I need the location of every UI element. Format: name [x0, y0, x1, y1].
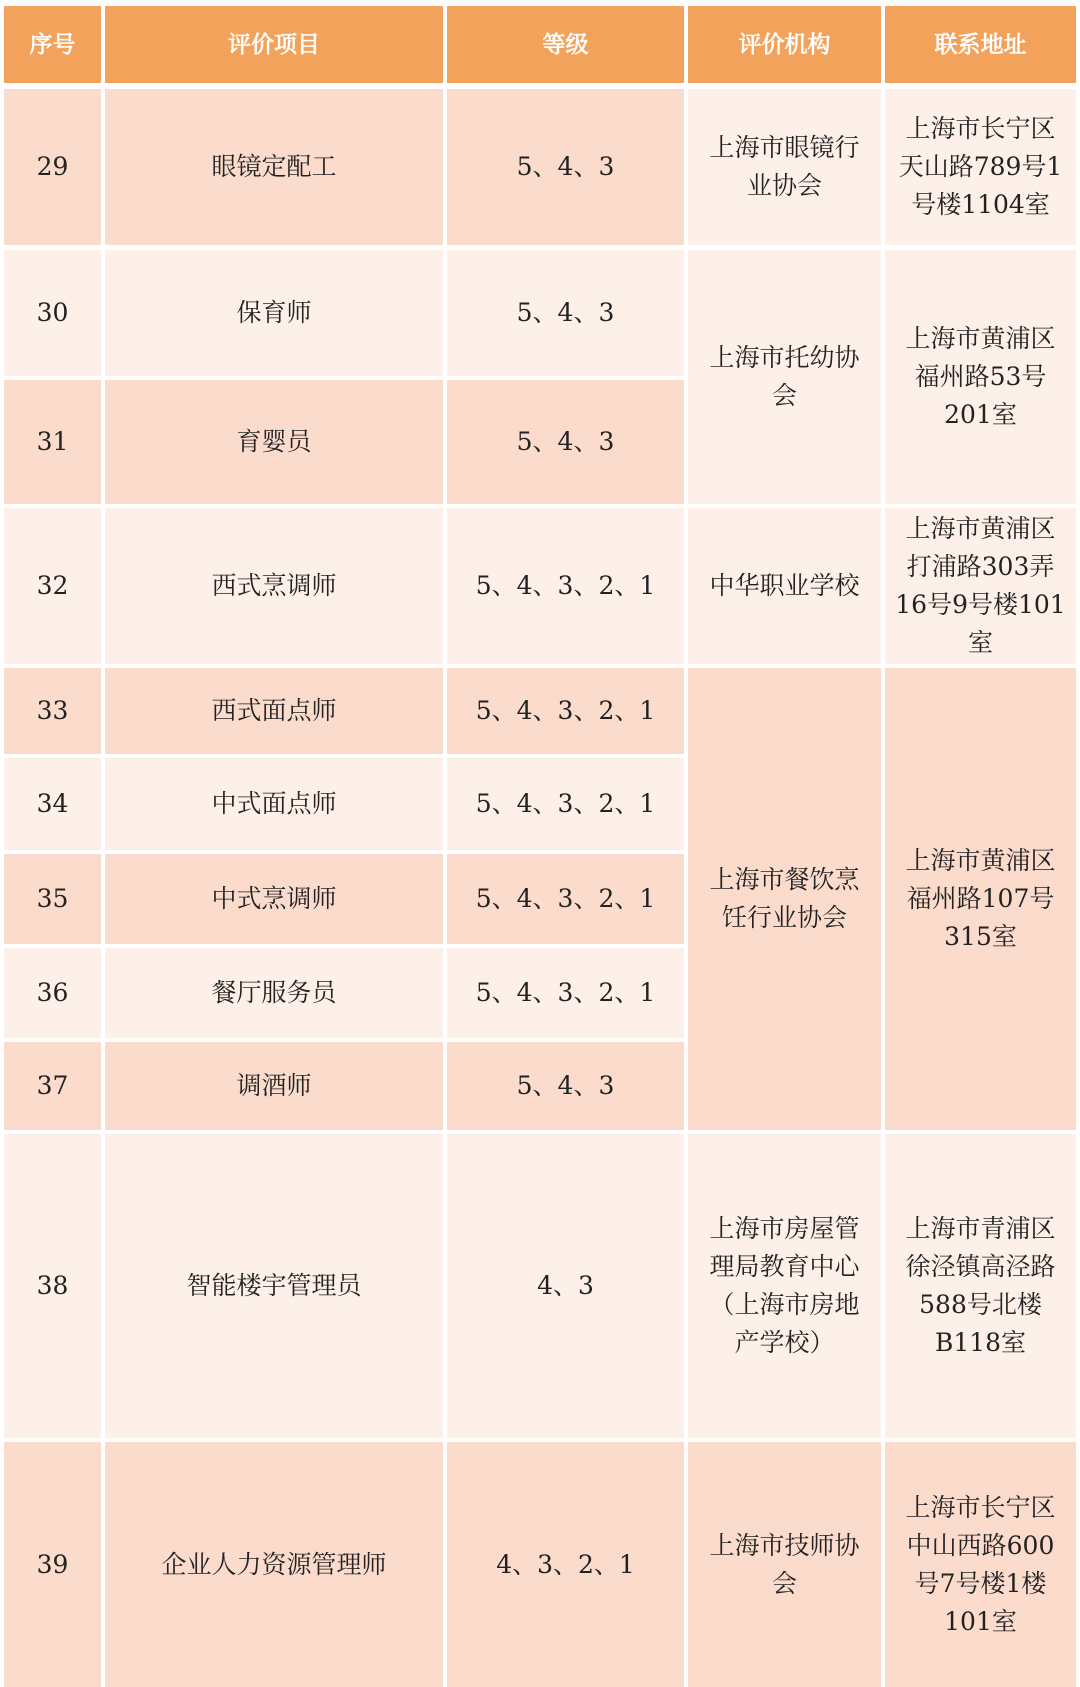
row-31-level: 5、4、3 [447, 380, 684, 504]
row-29-address: 上海市长宁区天山路789号1号楼1104室 [885, 89, 1076, 245]
row-33-item: 西式面点师 [105, 668, 443, 754]
row-32-level: 5、4、3、2、1 [447, 508, 684, 664]
row-31-no: 31 [4, 380, 101, 504]
row-30-item: 保育师 [105, 250, 443, 376]
row-35-item: 中式烹调师 [105, 854, 443, 944]
row-29-item: 眼镜定配工 [105, 89, 443, 245]
row-38-level: 4、3 [447, 1134, 684, 1438]
header-item: 评价项目 [105, 6, 443, 83]
row-29-level: 5、4、3 [447, 89, 684, 245]
group-canyin-address: 上海市黄浦区福州路107号315室 [885, 668, 1076, 1130]
group-tuoyou-address: 上海市黄浦区福州路53号201室 [885, 250, 1076, 504]
row-38-item: 智能楼宇管理员 [105, 1134, 443, 1438]
header-address: 联系地址 [885, 6, 1076, 83]
row-36-level: 5、4、3、2、1 [447, 948, 684, 1038]
row-39-level: 4、3、2、1 [447, 1442, 684, 1687]
header-no: 序号 [4, 6, 101, 83]
row-35-no: 35 [4, 854, 101, 944]
row-38-no: 38 [4, 1134, 101, 1438]
row-35-level: 5、4、3、2、1 [447, 854, 684, 944]
row-32-item: 西式烹调师 [105, 508, 443, 664]
row-39-org: 上海市技师协会 [688, 1442, 881, 1687]
row-34-level: 5、4、3、2、1 [447, 758, 684, 850]
row-34-item: 中式面点师 [105, 758, 443, 850]
row-36-no: 36 [4, 948, 101, 1038]
row-37-no: 37 [4, 1042, 101, 1130]
row-37-level: 5、4、3 [447, 1042, 684, 1130]
row-38-org: 上海市房屋管理局教育中心（上海市房地产学校） [688, 1134, 881, 1438]
row-36-item: 餐厅服务员 [105, 948, 443, 1038]
row-30-level: 5、4、3 [447, 250, 684, 376]
row-38-address: 上海市青浦区徐泾镇高泾路588号北楼B118室 [885, 1134, 1076, 1438]
group-tuoyou-org: 上海市托幼协会 [688, 250, 881, 504]
row-34-no: 34 [4, 758, 101, 850]
row-30-no: 30 [4, 250, 101, 376]
row-39-item: 企业人力资源管理师 [105, 1442, 443, 1687]
row-39-address: 上海市长宁区中山西路600号7号楼1楼101室 [885, 1442, 1076, 1687]
group-canyin-org: 上海市餐饮烹饪行业协会 [688, 668, 881, 1130]
row-29-org: 上海市眼镜行业协会 [688, 89, 881, 245]
row-33-level: 5、4、3、2、1 [447, 668, 684, 754]
row-32-org: 中华职业学校 [688, 508, 881, 664]
header-org: 评价机构 [688, 6, 881, 83]
row-31-item: 育婴员 [105, 380, 443, 504]
row-33-no: 33 [4, 668, 101, 754]
header-level: 等级 [447, 6, 684, 83]
row-39-no: 39 [4, 1442, 101, 1687]
row-29-no: 29 [4, 89, 101, 245]
row-32-no: 32 [4, 508, 101, 664]
row-37-item: 调酒师 [105, 1042, 443, 1130]
row-32-address: 上海市黄浦区打浦路303弄16号9号楼101室 [885, 508, 1076, 664]
